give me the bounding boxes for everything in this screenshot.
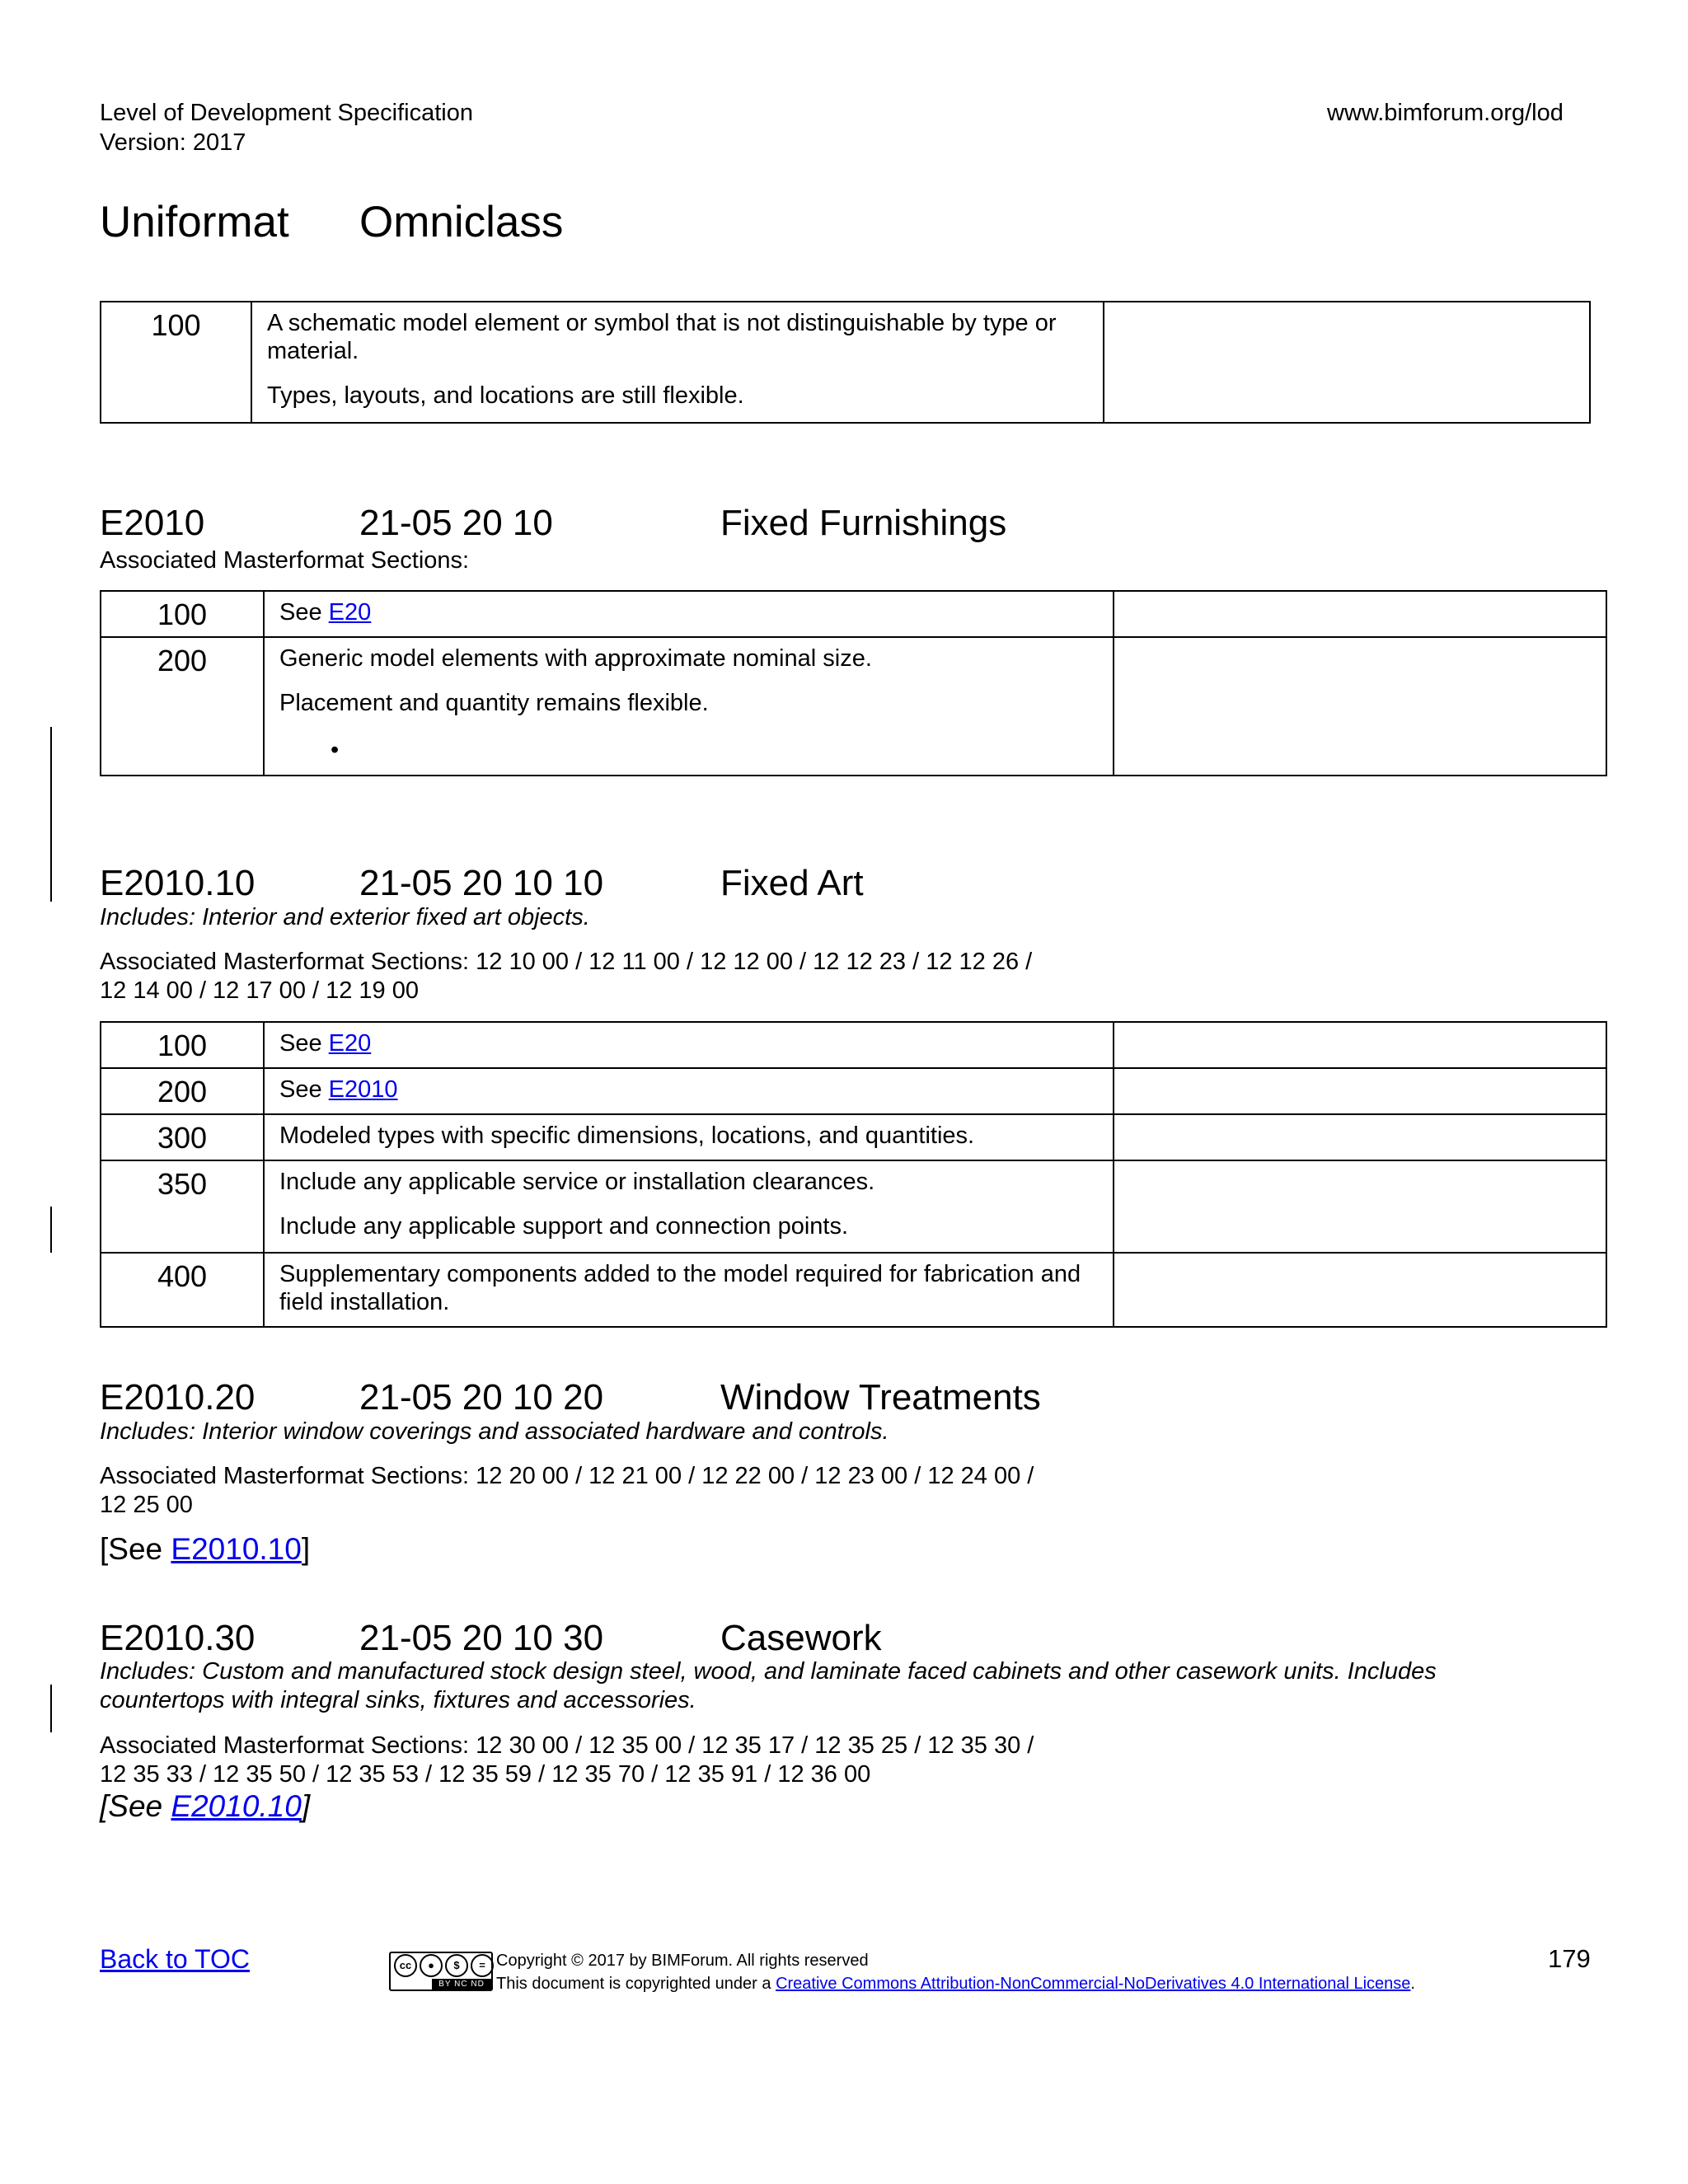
- section-omniclass: 21-05 20 10: [359, 503, 553, 543]
- license-text: [496, 1973, 1415, 1994]
- lod-notes: [1104, 302, 1590, 423]
- description-line: Modeled types with specific dimensions, locations, and quantities.: [279, 1122, 975, 1149]
- copyright-text: Copyright © 2017 by BIMForum. All rights reserved: [496, 1952, 869, 1970]
- back-to-toc-link[interactable]: Back to TOC: [100, 1944, 250, 1974]
- see-label: See: [279, 599, 329, 626]
- see-label: See: [279, 1030, 329, 1057]
- intro-lod-table: [100, 301, 1591, 424]
- see-prefix: [See: [100, 1532, 171, 1566]
- lod-notes: [1114, 1114, 1606, 1160]
- table-row: [101, 591, 1606, 637]
- e2010-10-lod-table: [100, 1021, 1607, 1328]
- nd-label: ND: [471, 1980, 485, 1989]
- see-reference: [100, 1788, 310, 1825]
- section-code: E2010: [100, 503, 205, 543]
- nd-icon: =: [471, 1954, 494, 1977]
- by-label: BY: [438, 1980, 452, 1989]
- section-title: Fixed Art: [720, 863, 864, 903]
- link-e20[interactable]: E20: [328, 1030, 372, 1057]
- table-row: [101, 1253, 1606, 1327]
- e2010-lod-table: [100, 590, 1607, 776]
- nc-icon: $: [445, 1954, 468, 1977]
- description-line: Supplementary components added to the model required for fabrication and field installation.: [279, 1261, 1081, 1315]
- section-code: E2010.20: [100, 1377, 256, 1418]
- cc-badge-top: [391, 1953, 495, 1978]
- see-suffix: ]: [301, 1532, 311, 1566]
- includes-text: Includes: Interior and exterior fixed art objects.: [100, 904, 590, 930]
- includes-text: Includes: Custom and manufactured stock design steel, wood, and laminate faced cabinets and other casework units. Includes: [100, 1658, 1437, 1685]
- see-suffix: ]: [301, 1789, 311, 1823]
- heading-uniformat: Uniformat: [100, 198, 289, 246]
- description-line: Placement and quantity remains flexible.: [279, 690, 709, 716]
- section-code: E2010.10: [100, 863, 256, 903]
- link-e2010[interactable]: E2010: [328, 1076, 398, 1103]
- lod-notes: [1114, 1022, 1606, 1068]
- spec-title: Level of Development Specification: [100, 100, 473, 126]
- lod-level: 100: [101, 1022, 264, 1068]
- description-line: A schematic model element or symbol that is not distinguishable by type or material.: [267, 310, 1057, 364]
- section-title: Window Treatments: [720, 1377, 1041, 1418]
- lod-notes: [1114, 1160, 1606, 1253]
- table-row: [101, 637, 1606, 776]
- lod-description: [264, 1114, 1114, 1160]
- lod-level: 200: [101, 637, 264, 776]
- page-number: 179: [1548, 1944, 1591, 1973]
- change-bar: [50, 1207, 52, 1253]
- link-e20[interactable]: E20: [328, 599, 372, 626]
- table-row: [101, 302, 1590, 423]
- section-title: Casework: [720, 1618, 882, 1658]
- lod-description: [264, 637, 1114, 776]
- section-title: Fixed Furnishings: [720, 503, 1007, 543]
- cc-badge-terms: [432, 1979, 491, 1990]
- lod-level: 100: [101, 302, 251, 423]
- see-label: See: [279, 1076, 329, 1103]
- lod-level: 100: [101, 591, 264, 637]
- lod-level: 400: [101, 1253, 264, 1327]
- cc-license-icon: [389, 1952, 493, 1991]
- masterformat-sections-cont: 12 35 33 / 12 35 50 / 12 35 53 / 12 35 59 / 12 35 70 / 12 35 91 / 12 36 00: [100, 1761, 871, 1788]
- see-reference: [100, 1531, 310, 1568]
- change-bar: [50, 727, 52, 902]
- masterformat-sections-cont: 12 25 00: [100, 1492, 193, 1518]
- lod-notes: [1114, 1068, 1606, 1114]
- lod-description: [264, 1068, 1114, 1114]
- table-row: [101, 1114, 1606, 1160]
- includes-text: Includes: Interior window coverings and associated hardware and controls.: [100, 1418, 889, 1445]
- link-e2010-10[interactable]: E2010.10: [171, 1532, 302, 1566]
- masterformat-sections: Associated Masterformat Sections: 12 20 00 / 12 21 00 / 12 22 00 / 12 23 00 / 12 24 00 /: [100, 1463, 1034, 1489]
- heading-omniclass: Omniclass: [359, 198, 564, 246]
- table-row: [101, 1022, 1606, 1068]
- includes-text-cont: countertops with integral sinks, fixtures and accessories.: [100, 1687, 696, 1713]
- lod-description: [264, 591, 1114, 637]
- section-omniclass: 21-05 20 10 30: [359, 1618, 604, 1658]
- section-code: E2010.30: [100, 1618, 256, 1658]
- lod-level: 300: [101, 1114, 264, 1160]
- section-omniclass: 21-05 20 10 10: [359, 863, 604, 903]
- description-line: Types, layouts, and locations are still flexible.: [267, 382, 744, 409]
- license-prefix: This document is copyrighted under a: [496, 1975, 776, 1993]
- see-prefix: [See: [100, 1789, 171, 1823]
- lod-description: [264, 1022, 1114, 1068]
- lod-notes: [1114, 591, 1606, 637]
- section-omniclass: 21-05 20 10 20: [359, 1377, 604, 1418]
- license-suffix: .: [1410, 1975, 1415, 1993]
- lod-level: 200: [101, 1068, 264, 1114]
- nc-label: NC: [454, 1980, 468, 1989]
- description-line: Include any applicable support and connection points.: [279, 1213, 849, 1240]
- site-url: www.bimforum.org/lod: [1327, 100, 1564, 126]
- description-line: Generic model elements with approximate nominal size.: [279, 645, 872, 672]
- lod-notes: [1114, 637, 1606, 776]
- by-icon: ●: [420, 1954, 443, 1977]
- table-row: [101, 1068, 1606, 1114]
- masterformat-sections: Associated Masterformat Sections: 12 30 00 / 12 35 00 / 12 35 17 / 12 35 25 / 12 35 30 /: [100, 1732, 1034, 1759]
- bullet-item: •: [331, 737, 340, 763]
- version-label: Version: 2017: [100, 129, 246, 156]
- lod-description: [264, 1160, 1114, 1253]
- masterformat-sections: Associated Masterformat Sections: 12 10 00 / 12 11 00 / 12 12 00 / 12 12 23 / 12 12 26 /: [100, 949, 1033, 975]
- lod-description: [251, 302, 1104, 423]
- license-link[interactable]: Creative Commons Attribution-NonCommercial-NoDerivatives 4.0 International License: [776, 1975, 1411, 1993]
- masterformat-sections-cont: 12 14 00 / 12 17 00 / 12 19 00: [100, 977, 419, 1004]
- masterformat-sections: Associated Masterformat Sections:: [100, 547, 470, 574]
- lod-notes: [1114, 1253, 1606, 1327]
- table-row: [101, 1160, 1606, 1253]
- cc-icon: cc: [394, 1954, 417, 1977]
- lod-description: [264, 1253, 1114, 1327]
- lod-level: 350: [101, 1160, 264, 1253]
- link-e2010-10[interactable]: E2010.10: [171, 1789, 302, 1823]
- description-line: Include any applicable service or installation clearances.: [279, 1169, 875, 1195]
- change-bar: [50, 1685, 52, 1732]
